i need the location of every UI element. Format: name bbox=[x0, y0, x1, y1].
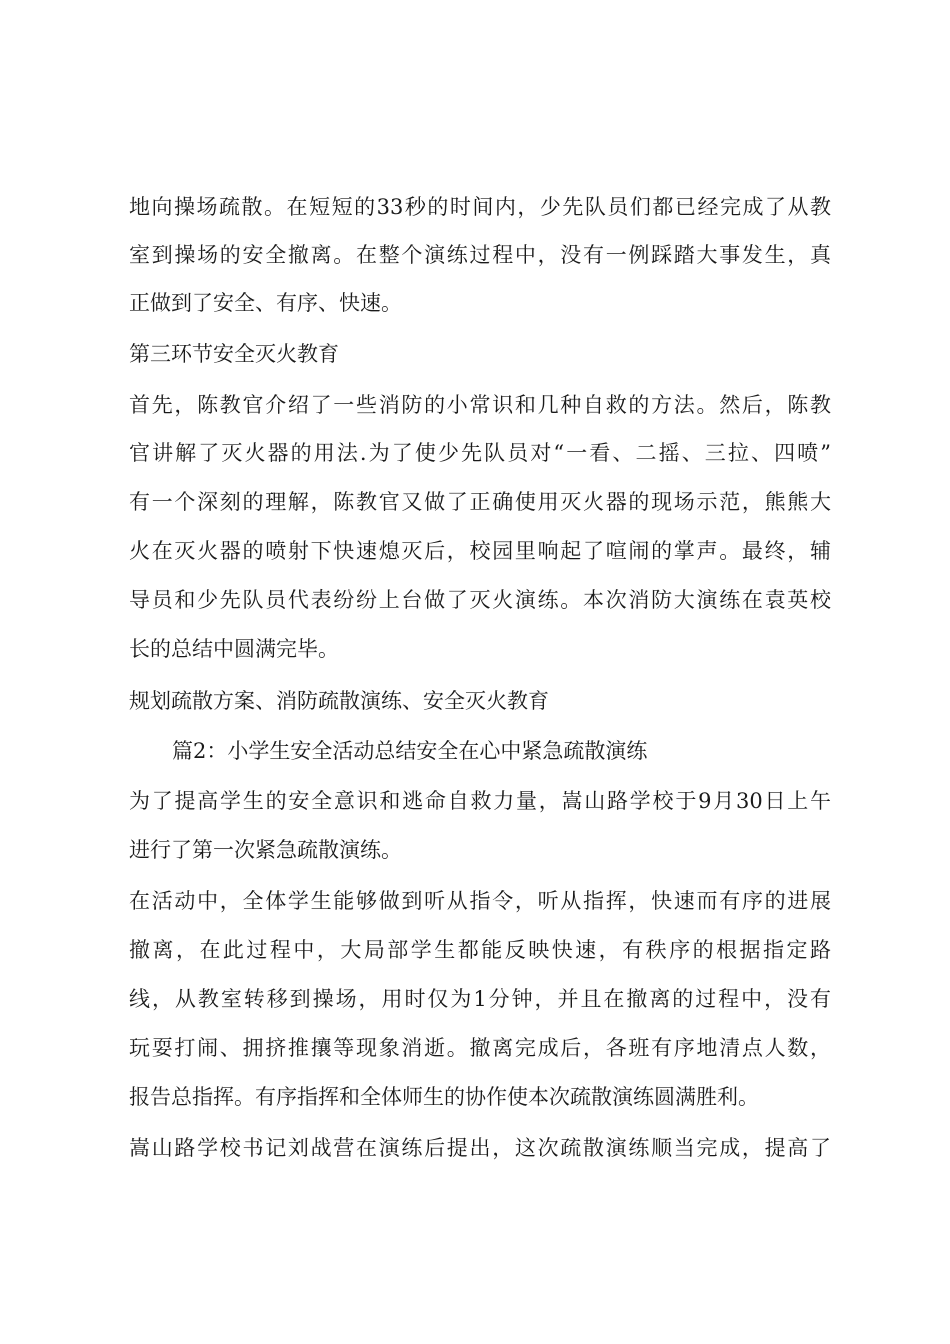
body-text-line: 室到操场的安全撤离。在整个演练过程中，没有一例踩踏大事发生，真 bbox=[129, 243, 831, 267]
body-text-line: 报告总指挥。有序指挥和全体师生的协作使本次疏散演练圆满胜利。 bbox=[129, 1085, 759, 1109]
body-text-line: 首先，陈教官介绍了一些消防的小常识和几种自救的方法。然后，陈教 bbox=[129, 393, 831, 417]
body-text-line: 嵩山路学校书记刘战营在演练后提出，这次疏散演练顺当完成，提高了 bbox=[129, 1136, 831, 1160]
body-text-line: 有一个深刻的理解，陈教官又做了正确使用灭火器的现场示范，熊熊大 bbox=[129, 490, 831, 514]
body-text-line: 撤离，在此过程中，大局部学生都能反映快速，有秩序的根据指定路 bbox=[129, 938, 831, 962]
article-title: 篇2：小学生安全活动总结安全在心中紧急疏散演练 bbox=[172, 739, 648, 763]
body-text-line: 地向操场疏散。在短短的33秒的时间内，少先队员们都已经完成了从教 bbox=[129, 195, 831, 219]
section-heading: 第三环节安全灭火教育 bbox=[129, 342, 339, 366]
body-text-line: 玩耍打闹、拥挤推攘等现象消逝。撤离完成后，各班有序地清点人数， bbox=[129, 1036, 831, 1060]
body-text-line: 火在灭火器的喷射下快速熄灭后，校园里响起了喧闹的掌声。最终，辅 bbox=[129, 539, 831, 563]
body-text-line: 在活动中，全体学生能够做到听从指令，听从指挥，快速而有序的进展 bbox=[129, 889, 831, 913]
body-text-line: 长的总结中圆满完毕。 bbox=[129, 637, 339, 661]
body-text-line: 线，从教室转移到操场，用时仅为1分钟，并且在撤离的过程中，没有 bbox=[129, 987, 831, 1011]
body-text-line: 进行了第一次紧急疏散演练。 bbox=[129, 838, 402, 862]
body-text-line: 正做到了安全、有序、快速。 bbox=[129, 291, 402, 315]
summary-line: 规划疏散方案、消防疏散演练、安全灭火教育 bbox=[129, 689, 549, 713]
body-text-line: 官讲解了灭火器的用法.为了使少先队员对“一看、二摇、三拉、四喷” bbox=[129, 441, 831, 465]
body-text-line: 为了提高学生的安全意识和逃命自救力量，嵩山路学校于9月30日上午 bbox=[129, 789, 831, 813]
body-text-line: 导员和少先队员代表纷纷上台做了灭火演练。本次消防大演练在袁英校 bbox=[129, 588, 831, 612]
